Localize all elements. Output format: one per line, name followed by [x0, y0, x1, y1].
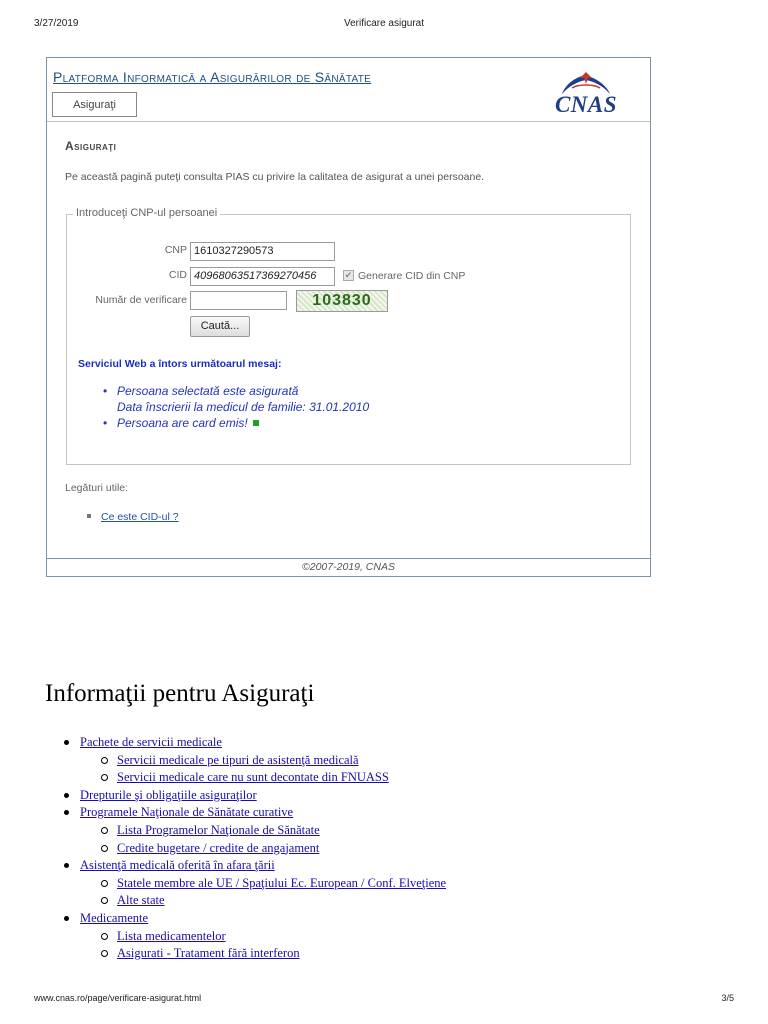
pias-frame — [46, 57, 651, 577]
message-card-text: Persoana are card emis! — [117, 416, 248, 430]
link-interferon-free-treatment[interactable]: Asigurati - Tratament fără interferon — [117, 946, 300, 961]
fieldset-legend: Introduceţi CNP-ul persoanei — [73, 207, 220, 219]
list-item — [100, 840, 742, 858]
generate-cid-label: Generare CID din CNP — [358, 270, 466, 282]
link-eu-states[interactable]: Statele membre ale UE / Spaţiului Ec. European / Conf. Elveţiene — [117, 875, 447, 890]
verification-label: Număr de verificare — [95, 294, 187, 306]
link-service-packages[interactable]: Pachete de servicii medicale — [80, 735, 222, 749]
useful-links-label: Legături utile: — [65, 482, 129, 494]
list-item — [62, 804, 742, 857]
list-item — [62, 734, 742, 787]
list-item — [100, 822, 742, 840]
tab-asigurati[interactable]: Asiguraţi — [52, 92, 137, 117]
link-what-is-cid[interactable]: Ce este CID-ul ? — [101, 511, 179, 523]
list-item — [100, 928, 742, 946]
print-title: Verificare asigurat — [343, 18, 425, 29]
link-other-states[interactable]: Alte state — [117, 893, 165, 908]
message-insured — [103, 383, 369, 415]
webservice-messages — [103, 383, 369, 431]
cnas-logo — [542, 70, 630, 118]
print-date: 3/27/2019 — [34, 18, 79, 29]
cnas-logo-text: CNAS — [554, 92, 618, 117]
cnp-fieldset — [66, 207, 631, 465]
cid-input[interactable]: 40968063517369270456 — [190, 267, 335, 286]
message-card — [103, 415, 369, 431]
info-links-list — [62, 734, 742, 963]
frame-header — [47, 58, 650, 122]
frame-footer: ©2007-2019, CNAS — [47, 558, 650, 576]
link-medicines-list[interactable]: Lista medicamentelor — [117, 928, 226, 943]
bullet-icon — [87, 514, 91, 518]
link-services-by-type[interactable]: Servicii medicale pe tipuri de asistenţă medicală — [117, 752, 359, 767]
card-status-icon — [253, 420, 259, 426]
info-heading: Informaţii pentru Asiguraţi — [45, 680, 315, 707]
page-description: Pe această pagină puteţi consulta PIAS cu privire la calitatea de asigurat a unei persoane. — [65, 171, 485, 183]
list-item — [100, 875, 742, 893]
verification-input[interactable] — [190, 291, 287, 310]
webservice-title: Serviciul Web a întors următoarul mesaj: — [78, 358, 282, 370]
search-button[interactable]: Caută... — [190, 316, 250, 337]
link-programs-list[interactable]: Lista Programelor Naţionale de Sănătate — [117, 822, 320, 837]
list-item — [100, 752, 742, 770]
print-page-number: 3/5 — [721, 993, 734, 1003]
list-item — [100, 892, 742, 910]
list-item — [100, 769, 742, 787]
cnp-input[interactable]: 1610327290573 — [190, 242, 335, 261]
link-rights-obligations[interactable]: Drepturile şi obligaţiile asiguraţilor — [80, 787, 257, 802]
list-item — [62, 910, 742, 963]
message-gp-date: Data înscrierii la medicul de familie: 31.01.2010 — [117, 400, 370, 414]
useful-links-list — [87, 511, 179, 523]
cnp-label: CNP — [164, 244, 187, 256]
link-national-programs[interactable]: Programele Naţionale de Sănătate curative — [80, 805, 294, 820]
section-title: Asiguraţi — [65, 139, 117, 153]
captcha-image: 103830 — [296, 290, 388, 312]
print-url: www.cnas.ro/page/verificare-asigurat.html — [34, 993, 202, 1003]
list-item — [100, 945, 742, 963]
link-medicines[interactable]: Medicamente — [80, 910, 149, 925]
link-non-reimbursed-services[interactable]: Servicii medicale care nu sunt decontate din FNUASS — [117, 770, 389, 785]
generate-cid-checkbox[interactable]: ✔ — [344, 270, 353, 280]
cid-label: CID — [168, 269, 187, 281]
platform-title[interactable]: Platforma Informatică a Asigurărilor de Sănătate — [53, 69, 372, 85]
link-budget-credits[interactable]: Credite bugetare / credite de angajament — [117, 840, 320, 855]
link-care-abroad[interactable]: Asistenţă medicală oferită în afara ţării — [80, 858, 275, 873]
list-item — [62, 787, 742, 805]
message-insured-status: Persoana selectată este asigurată — [117, 384, 299, 398]
list-item — [62, 857, 742, 910]
